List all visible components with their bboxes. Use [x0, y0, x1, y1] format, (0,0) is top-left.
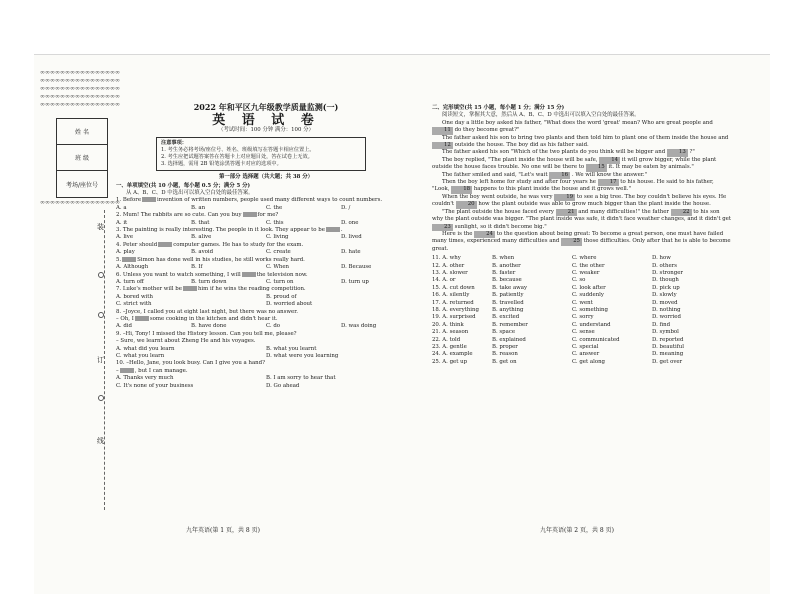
- passage-paragraph: The father asked his son to bring two plants and then told him to plant one of them inside the house and 12 outside the house. The boy did as his father said.: [432, 135, 732, 150]
- option: A. did: [116, 323, 132, 330]
- option: D. symbol: [652, 329, 679, 336]
- option: A. a: [116, 204, 127, 211]
- decorative-border: ∞∞∞∞∞∞∞∞∞∞∞∞∞∞∞∞: [40, 200, 120, 206]
- option: B. proper: [492, 344, 518, 350]
- option: D. pick up: [652, 284, 680, 291]
- binding-hole: [98, 395, 104, 401]
- option: B. space: [492, 329, 516, 336]
- option: 17. A. returned: [432, 299, 474, 306]
- option: 24. A. example: [432, 351, 473, 358]
- decorative-border: ∞∞∞∞∞∞∞∞∞∞∞∞∞∞∞∞: [40, 70, 120, 76]
- option: D. Because: [341, 264, 372, 271]
- option: C. get along: [572, 358, 605, 365]
- option: D. find: [652, 321, 671, 328]
- option: C. understand: [572, 321, 611, 328]
- option: 11. A. why: [432, 255, 461, 262]
- option: C. When: [266, 264, 290, 271]
- answer-row: [432, 300, 732, 307]
- binding-char: 订: [97, 356, 104, 364]
- part-title: 第一部分 选择题（共大题；共 38 分）: [219, 174, 313, 181]
- answer-blank: [120, 368, 134, 373]
- option: B. have done: [191, 323, 227, 330]
- option: C. sense: [572, 329, 595, 336]
- option: B. travelled: [492, 299, 524, 306]
- notice-title: 注意事项：: [161, 140, 187, 147]
- student-info-box: [56, 118, 108, 198]
- option: D. stronger: [652, 269, 684, 276]
- notice-item: 1. 考生务必将考场/座位号、姓名、班级填写在答题卡相应位置上。: [161, 147, 315, 154]
- option: B. explained: [492, 336, 526, 343]
- option: B. because: [492, 277, 522, 284]
- blank-number: 16: [549, 172, 570, 179]
- answer-row: [432, 351, 732, 358]
- option: C. weaker: [572, 269, 600, 276]
- answer-blank: [326, 227, 340, 232]
- option: C. answer: [572, 351, 600, 358]
- binding-hole: [98, 272, 104, 278]
- option: C. create: [266, 249, 291, 256]
- binding-char: 线: [97, 437, 104, 445]
- blank-number: 25: [561, 238, 582, 245]
- option: A. play: [116, 249, 135, 256]
- notice-item: 3. 选择题，需用 2B 铅笔涂黑答题卡对应的选项中。: [161, 161, 282, 168]
- option: C. the: [266, 204, 283, 211]
- option: B. patiently: [492, 292, 524, 299]
- question-item: 1. Before invention of written numbers, people used many different ways to count numbers. A. a B. an C. the D. /: [116, 197, 416, 212]
- option: D. turn up: [341, 278, 369, 285]
- answer-row: [432, 322, 732, 329]
- blank-number: 19: [554, 194, 575, 201]
- option: B. get on: [492, 358, 517, 365]
- page-footer: 九年英语(第 1 页，共 8 页): [186, 527, 260, 534]
- blank-number: 11: [432, 127, 453, 134]
- option: D. slowly: [652, 292, 677, 299]
- option: B. reason: [492, 351, 518, 358]
- decorative-border: ∞∞∞∞∞∞∞∞∞∞∞∞∞∞∞∞: [40, 86, 120, 92]
- question-item: 5. Simon has done well in his studies, he still works really hard. A. Although B. If C. When D. Because: [116, 257, 416, 272]
- answer-row: [432, 277, 732, 284]
- option: C. do: [266, 323, 281, 330]
- page-1: [116, 104, 416, 390]
- answer-blank: [243, 212, 257, 217]
- question-item: 2. Mum! The rabbits are so cute. Can you buy for me? A. it B. that C. this D. one: [116, 212, 416, 227]
- exam-info: （考试时间：100 分钟 满分：100 分）: [218, 126, 314, 133]
- passage-paragraph: The father smiled and said, "Let's wait 16 . We will know the answer.": [442, 171, 648, 178]
- option: B. excited: [492, 314, 520, 321]
- binding-char: 装: [97, 223, 104, 231]
- question-item: 4. Peter should computer games. He has to study for the exam. A. play B. avoid C. create D. hate: [116, 242, 416, 257]
- question-item: 8. –Joyce, I called you at eight last night, but there was no answer. – Oh, I some cooking in the kitchen and didn't hear it. A. did B. have done C. do D. was doing: [116, 309, 416, 331]
- question-item: 6. Unless you want to watch something, I will the television now. A. turn off B. turn down C. turn on D. turn up: [116, 272, 416, 287]
- answer-row: [432, 359, 732, 366]
- page-footer: 九年英语(第 2 页，共 8 页): [540, 527, 614, 534]
- notice-box: [156, 137, 366, 171]
- blank-number: 13: [667, 149, 688, 156]
- option: D. was doing: [341, 323, 377, 330]
- option: 21. A. season: [432, 329, 469, 336]
- option: C. so: [572, 277, 586, 284]
- option: 14. A. or: [432, 277, 456, 284]
- answer-row: [432, 285, 732, 292]
- option: A. live: [116, 234, 134, 241]
- option: D. others: [652, 262, 677, 269]
- blank-number: 21: [556, 209, 577, 216]
- option: C. the other: [572, 262, 605, 269]
- section-title: 二、完形填空(共 15 小题，每小题 1 分；满分 15 分): [432, 105, 565, 111]
- answer-blank: [122, 257, 136, 262]
- exam-title: 2022 年和平区九年级教学质量监测(一): [193, 102, 339, 112]
- option: C. special: [572, 344, 599, 350]
- question-list: [116, 197, 416, 390]
- option: D. get over: [652, 358, 683, 365]
- answer-row: [432, 270, 732, 277]
- answer-blank: [135, 316, 149, 321]
- question-item: 7. Luke's mother will be him if he wins the reading competition. A. bored with B. proud of C. strict with D. worried about: [116, 286, 313, 308]
- answer-row: [432, 314, 732, 321]
- option: B. an: [191, 204, 206, 211]
- question-item: 3. The painting is really interesting. The people in it look. They appear to be . A. live B. alive C. living D. lived: [116, 227, 416, 242]
- option: C. turn on: [266, 278, 294, 285]
- class-field: 班 级: [57, 145, 107, 171]
- option: 20. A. think: [432, 321, 464, 328]
- decorative-border: ∞∞∞∞∞∞∞∞∞∞∞∞∞∞∞∞: [40, 94, 120, 100]
- option: D. nothing: [652, 306, 681, 313]
- seat-field: 考场/座位号: [65, 181, 99, 189]
- passage-paragraph: Here is the 24 to the question about being great: To become a great person, one must have failed many times, experienced many difficulties and 25 those difficulties. Only after that he is able to become great.: [432, 230, 731, 252]
- passage-paragraph: Then the boy left home for study and after four years he 17 to his house. He said to his father, "Look, 18 happens to this plant inside the house and it grows well.": [432, 179, 714, 193]
- option: C. communicated: [572, 336, 620, 343]
- option: D. one: [341, 219, 359, 226]
- option: D. reported: [652, 336, 684, 343]
- answer-blank: [183, 286, 197, 291]
- decorative-border: ∞∞∞∞∞∞∞∞∞∞∞∞∞∞∞∞: [40, 102, 120, 108]
- question-item: 9. –Hi, Tony! I missed the History lesson. Can you tell me, please? – Sure, we learnt about Zheng He and his voyages. A. what did you learn B. what you learnt C. what you learn D. what were you learning: [116, 330, 339, 359]
- option: D. how: [652, 255, 671, 262]
- subject-title: 英 语 试 卷: [212, 113, 320, 129]
- option: B. remember: [492, 321, 528, 328]
- passage-paragraph: The boy replied, "The plant inside the house will be safe, 14 it will grow bigger, while the plant outside the house faces trouble. No one will be there to 15 it. It may be eaten by animals.": [432, 156, 717, 171]
- option: 23. A. gentle: [432, 344, 467, 350]
- option: 13. A. slower: [432, 269, 468, 276]
- answer-row: [432, 307, 732, 314]
- option: D. worried: [652, 314, 681, 321]
- answer-row: [432, 337, 732, 344]
- option: A. Although: [116, 264, 149, 271]
- option: 16. A. silently: [432, 292, 470, 299]
- option: B. avoid: [191, 249, 214, 256]
- option: B. another: [492, 262, 521, 269]
- option: 22. A. told: [432, 336, 461, 343]
- blank-number: 20: [456, 201, 477, 208]
- blank-number: 22: [671, 209, 692, 216]
- option: C. went: [572, 299, 593, 306]
- option: B. take away: [492, 284, 528, 291]
- option: B. anything: [492, 306, 524, 313]
- option: 12. A. other: [432, 262, 465, 269]
- option: B. faster: [492, 269, 516, 276]
- blank-number: 14: [599, 157, 620, 164]
- option: C. living: [266, 234, 289, 241]
- blank-number: 23: [432, 224, 453, 231]
- option: C. sorry: [572, 314, 594, 321]
- option: D. moved: [652, 299, 678, 306]
- option: A. it: [116, 219, 128, 226]
- blank-number: 12: [432, 142, 453, 149]
- binding-hole: [98, 312, 104, 318]
- option: B. turn down: [191, 278, 227, 285]
- answer-row: [432, 344, 732, 351]
- option: A. turn off: [116, 278, 144, 285]
- passage-paragraph: One day a little boy asked his father, "What does the word 'great' mean? Who are great people and 11 do they become great?": [432, 120, 732, 135]
- blank-number: 18: [451, 186, 472, 193]
- blank-number: 24: [474, 231, 495, 238]
- name-field: 姓 名: [57, 119, 107, 145]
- option: C. this: [266, 219, 284, 226]
- answer-row: [432, 292, 732, 299]
- option: B. that: [191, 219, 210, 226]
- option: 15. A. cut down: [432, 284, 475, 291]
- answer-row: [432, 255, 732, 262]
- blank-number: 17: [598, 179, 619, 186]
- answer-row: [432, 329, 732, 336]
- decorative-border: ∞∞∞∞∞∞∞∞∞∞∞∞∞∞∞∞: [40, 78, 120, 84]
- blank-number: 15: [586, 164, 607, 171]
- option: C. look after: [572, 284, 606, 291]
- option: D. lived: [341, 234, 362, 241]
- option: 19. A. surprised: [432, 314, 476, 321]
- section-title: 一、单项填空(共 10 小题，每小题 0.5 分；满分 5 分): [116, 182, 251, 189]
- answer-blank: [142, 197, 156, 202]
- option: 25. A. get up: [432, 358, 468, 365]
- passage-paragraph: "The plant outside the house faced every 21 and many difficulties!" the father 22 to his son why the plant outside was bigger. "The plant inside was safe, it didn't face weather changes, and it didn't get 23 sunlight, so it didn't become big.": [432, 208, 732, 230]
- passage-paragraph: The father asked his son "Which of the two plants do you think will be bigger and 13 ?": [442, 149, 695, 156]
- answer-row: [432, 263, 732, 270]
- answer-options: [432, 255, 732, 366]
- answer-blank: [242, 272, 256, 277]
- option: D. hate: [341, 249, 361, 256]
- option: 18. A. everything: [432, 306, 479, 313]
- answer-blank: [158, 242, 172, 247]
- option: B. If: [191, 264, 203, 271]
- option: D. meaning: [652, 351, 684, 358]
- question-item: 10. –Hello, Jane, you look busy. Can I give you a hand? – , but I can manage. A. Thanks very much B. I am sorry to hear that C. It's none of your business D. Go ahead: [116, 360, 336, 389]
- section-instruction: 从 A、B、C、D 中选出可以填入空白处的最佳答案。: [126, 190, 254, 197]
- option: B. when: [492, 255, 515, 262]
- option: C. suddenly: [572, 292, 604, 299]
- option: C. something: [572, 306, 608, 313]
- option: D. though: [652, 277, 679, 284]
- option: C. where: [572, 255, 597, 262]
- option: D. /: [341, 204, 351, 211]
- page-2: [432, 104, 732, 366]
- section-instruction: 阅读短文，掌握其大意，然后从 A、B、C、D 中选出可以填入空白处的最佳答案。: [442, 112, 640, 119]
- option: D. beautiful: [652, 344, 684, 350]
- passage-paragraph: When the boy went outside, he was very 19 to see a big tree. The boy couldn't believe his eyes. He couldn't 20 how the plant outside was able to grow much bigger than the plant inside the house.: [432, 193, 727, 208]
- binding-line: [104, 210, 105, 510]
- option: B. alive: [191, 234, 212, 241]
- cloze-passage: [432, 120, 732, 253]
- notice-item: 2. 考生应把试题答案答在答题卡上对应题目处，答在试卷上无效。: [161, 154, 313, 161]
